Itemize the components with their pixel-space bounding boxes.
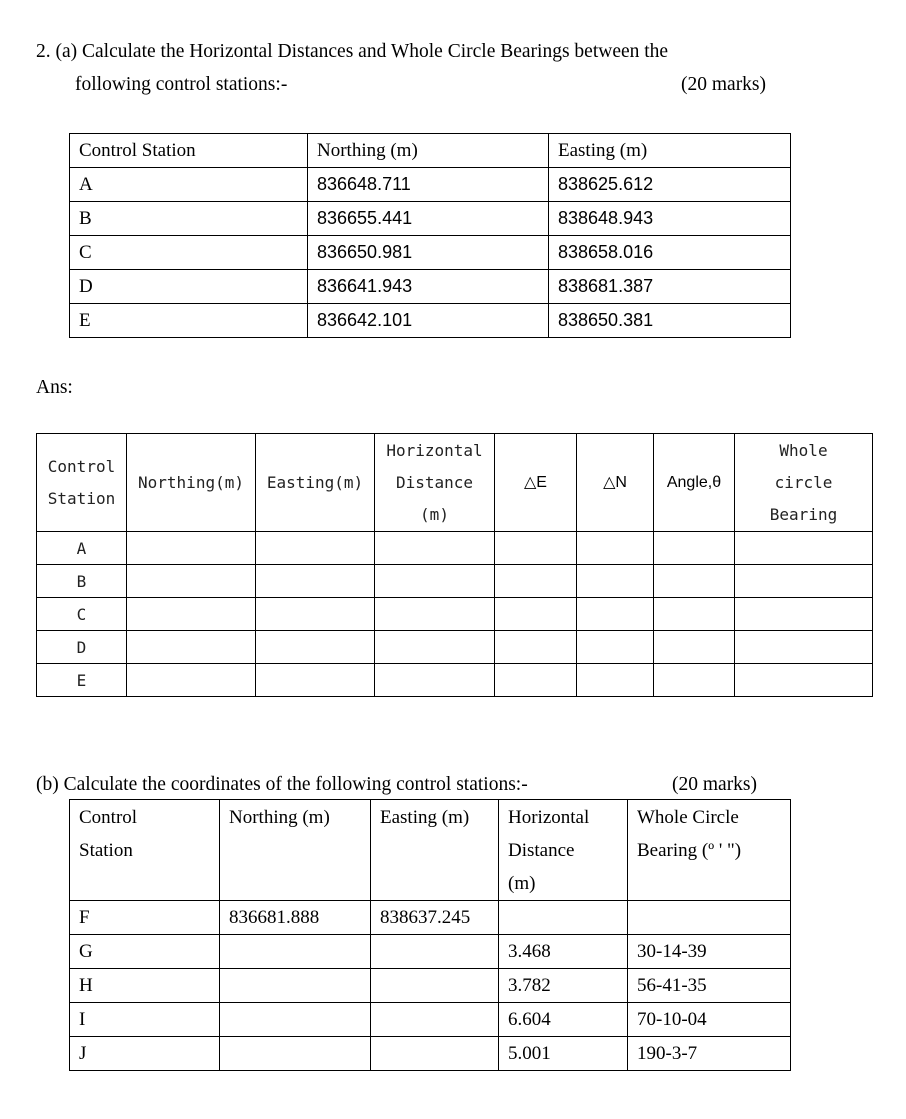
answer-cell[interactable] [495, 565, 577, 598]
header-wcb-line1: Whole [779, 440, 828, 460]
header-whole-circle-bearing [735, 434, 873, 532]
station-cell: C [37, 598, 127, 631]
table-row [70, 969, 791, 1003]
answer-cell[interactable] [127, 598, 256, 631]
header-hd-line2: Distance [508, 840, 575, 861]
bearing-cell: 190-3-7 [628, 1037, 791, 1071]
header-hd-line2: Distance [395, 472, 474, 492]
header-easting: Easting (m) [371, 800, 499, 901]
northing-cell: 836642.101 [308, 304, 549, 338]
answer-cell[interactable] [495, 664, 577, 697]
station-cell: H [70, 969, 220, 1003]
easting-cell: 838648.943 [549, 202, 791, 236]
header-easting: Easting(m) [256, 434, 375, 532]
station-cell: C [70, 236, 308, 270]
answer-cell[interactable] [375, 598, 495, 631]
station-cell: D [70, 270, 308, 304]
easting-cell [371, 969, 499, 1003]
header-control-station [70, 800, 220, 901]
table-row [70, 236, 791, 270]
stations-table-a [69, 133, 791, 338]
answer-cell[interactable] [654, 598, 735, 631]
answer-cell[interactable] [495, 598, 577, 631]
table-row [37, 532, 873, 565]
easting-cell: 838625.612 [549, 168, 791, 202]
answer-cell[interactable] [577, 631, 654, 664]
header-station-line2: Station [79, 840, 133, 861]
answer-cell[interactable] [256, 598, 375, 631]
northing-cell: 836650.981 [308, 236, 549, 270]
station-cell: A [70, 168, 308, 202]
question-b-title: (b) Calculate the coordinates of the following control stations:- [36, 774, 528, 795]
northing-cell [220, 1003, 371, 1037]
distance-cell: 5.001 [499, 1037, 628, 1071]
bearing-cell [628, 901, 791, 935]
table-row [70, 901, 791, 935]
northing-cell: 836681.888 [220, 901, 371, 935]
table-row [70, 168, 791, 202]
table-row [70, 1037, 791, 1071]
header-northing: Northing (m) [308, 134, 549, 168]
station-cell: F [70, 901, 220, 935]
answer-header-row [37, 434, 873, 532]
answer-cell[interactable] [495, 631, 577, 664]
answer-cell[interactable] [735, 532, 873, 565]
answer-cell[interactable] [577, 664, 654, 697]
answer-cell[interactable] [256, 664, 375, 697]
bearing-cell: 56-41-35 [628, 969, 791, 1003]
answer-cell[interactable] [654, 631, 735, 664]
header-delta-e: △E [495, 434, 577, 532]
header-wcb-line2: circle [774, 472, 833, 492]
stations-table-b [69, 799, 791, 1071]
table-header-row [70, 800, 791, 901]
station-cell: D [37, 631, 127, 664]
table-row [70, 304, 791, 338]
table-row [37, 664, 873, 697]
answer-cell[interactable] [127, 532, 256, 565]
answer-cell[interactable] [375, 664, 495, 697]
header-hd-line1: Horizontal [386, 440, 483, 460]
answer-cell[interactable] [735, 598, 873, 631]
easting-cell [371, 1037, 499, 1071]
table-row [70, 1003, 791, 1037]
station-cell: B [37, 565, 127, 598]
bearing-cell: 30-14-39 [628, 935, 791, 969]
table-row [70, 935, 791, 969]
header-horizontal-distance [499, 800, 628, 901]
answer-cell[interactable] [654, 664, 735, 697]
table-row [70, 270, 791, 304]
answer-cell[interactable] [375, 631, 495, 664]
header-wcb-line1: Whole Circle [637, 807, 739, 828]
answer-label: Ans: [36, 377, 73, 398]
header-hd-line3: (m) [420, 504, 449, 524]
question-a-line2: following control stations:- [75, 74, 288, 95]
northing-cell: 836648.711 [308, 168, 549, 202]
table-row [37, 598, 873, 631]
answer-cell[interactable] [654, 532, 735, 565]
header-wcb-line3: Bearing [769, 504, 838, 524]
header-control-line1: Control [47, 456, 116, 476]
distance-cell [499, 901, 628, 935]
table-row [37, 631, 873, 664]
header-control-station [37, 434, 127, 532]
northing-cell: 836655.441 [308, 202, 549, 236]
header-delta-n: △N [577, 434, 654, 532]
answer-cell[interactable] [735, 631, 873, 664]
header-whole-circle-bearing [628, 800, 791, 901]
station-cell: E [70, 304, 308, 338]
header-wcb-line2: Bearing (º ' ") [637, 840, 742, 861]
northing-cell [220, 935, 371, 969]
header-hd-line3: (m) [508, 873, 536, 894]
easting-cell: 838637.245 [371, 901, 499, 935]
answer-cell[interactable] [127, 631, 256, 664]
header-control-line2: Station [47, 488, 116, 508]
distance-cell: 3.468 [499, 935, 628, 969]
answer-cell[interactable] [577, 565, 654, 598]
table-header-row [70, 134, 791, 168]
easting-cell [371, 935, 499, 969]
header-angle: Angle,θ [654, 434, 735, 532]
easting-cell: 838681.387 [549, 270, 791, 304]
answer-table [36, 433, 873, 697]
question-a-marks: (20 marks) [681, 74, 767, 95]
answer-cell[interactable] [127, 565, 256, 598]
answer-cell[interactable] [375, 565, 495, 598]
table-row [37, 565, 873, 598]
station-cell: I [70, 1003, 220, 1037]
answer-cell[interactable] [577, 598, 654, 631]
answer-cell[interactable] [256, 532, 375, 565]
bearing-cell: 70-10-04 [628, 1003, 791, 1037]
answer-cell[interactable] [735, 664, 873, 697]
answer-cell[interactable] [577, 532, 654, 565]
table-row [70, 202, 791, 236]
distance-cell: 6.604 [499, 1003, 628, 1037]
northing-cell [220, 969, 371, 1003]
station-cell: J [70, 1037, 220, 1071]
header-horizontal-distance [375, 434, 495, 532]
easting-cell: 838658.016 [549, 236, 791, 270]
question-a-line1: 2. (a) Calculate the Horizontal Distances and Whole Circle Bearings between the [36, 41, 669, 62]
header-easting: Easting (m) [549, 134, 791, 168]
station-cell: A [37, 532, 127, 565]
distance-cell: 3.782 [499, 969, 628, 1003]
answer-cell[interactable] [735, 565, 873, 598]
header-northing: Northing(m) [127, 434, 256, 532]
answer-cell[interactable] [495, 532, 577, 565]
question-b-marks: (20 marks) [672, 774, 758, 795]
answer-cell[interactable] [256, 565, 375, 598]
header-hd-line1: Horizontal [508, 807, 590, 828]
easting-cell: 838650.381 [549, 304, 791, 338]
answer-cell[interactable] [256, 631, 375, 664]
answer-cell[interactable] [654, 565, 735, 598]
header-northing: Northing (m) [220, 800, 371, 901]
station-cell: B [70, 202, 308, 236]
northing-cell [220, 1037, 371, 1071]
header-control-station: Control Station [70, 134, 308, 168]
easting-cell [371, 1003, 499, 1037]
answer-cell[interactable] [375, 532, 495, 565]
northing-cell: 836641.943 [308, 270, 549, 304]
station-cell: G [70, 935, 220, 969]
header-station-line1: Control [79, 807, 138, 828]
answer-cell[interactable] [127, 664, 256, 697]
station-cell: E [37, 664, 127, 697]
